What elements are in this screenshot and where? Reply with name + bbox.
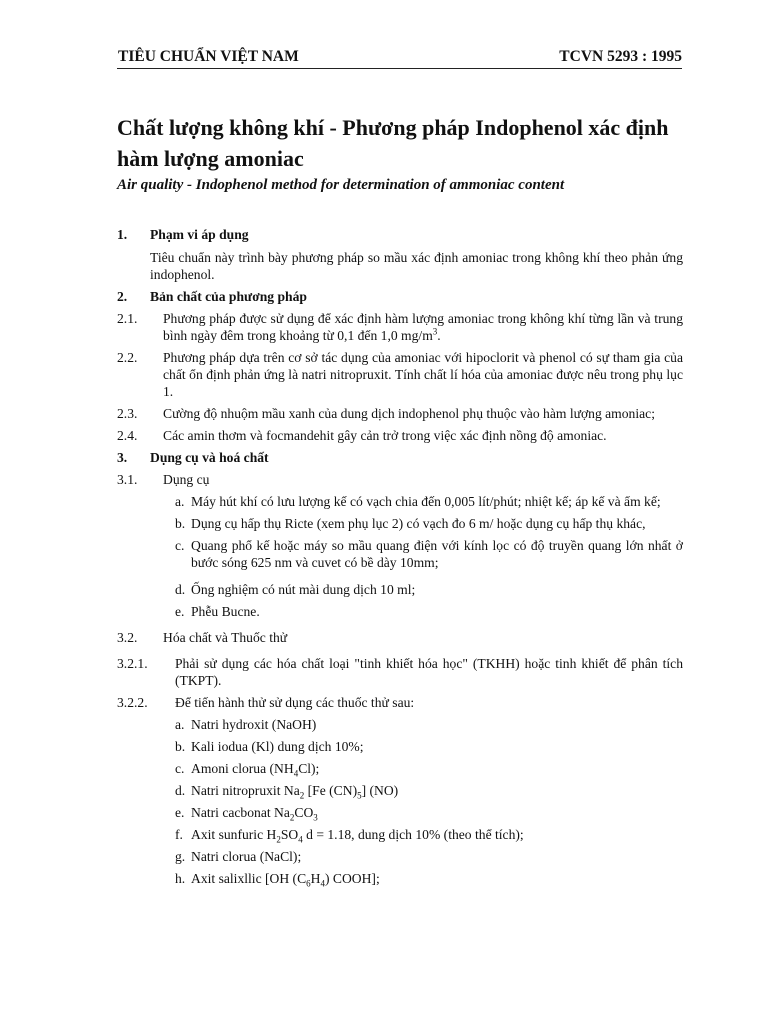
section-1-heading [117,226,683,243]
clause-number: 3.1. [117,472,138,487]
item-text [191,804,683,821]
clause-number: 2.3. [117,406,138,421]
item-text: Dụng cụ hấp thụ Ricte (xem phụ lục 2) có vạch đo 6 m/ hoặc dụng cụ hấp thụ khác, [191,516,646,531]
item-letter: b. [175,516,186,531]
list-item [117,848,683,865]
item-text: Ống nghiệm có nút mài dung dịch 10 ml; [191,582,416,597]
item-letter: a. [175,717,185,732]
formula-part: [Fe (CN) [304,783,358,798]
formula-subscript: 4 [293,768,299,779]
list-item [117,493,683,510]
section-3-heading [117,449,683,466]
formula-subscript: 4 [320,878,325,889]
clause-text-end: . [437,328,441,343]
section-1-text: Tiêu chuẩn này trình bày phương pháp so mầu xác định amoniac trong không khí theo phản ứng indophenol. [150,250,683,282]
item-letter: f. [175,827,183,842]
header-standard-code: TCVN 5293 : 1995 [559,48,682,65]
clause-text: Phương pháp dựa trên cơ sở tác dụng của amoniac với hipoclorit và phenol có sự tham gia của chất ổn định phản ứng là natri nitropruxit. Tính chất lí hóa của amoniac được nêu trong phụ lục 1. [163,350,683,399]
formula-part: Natri nitropruxit Na [191,783,300,798]
clause-text: Các amin thơm và focmandehit gây cản trở trong việc xác định nồng độ amoniac. [163,428,607,443]
header-divider [117,68,682,69]
formula-part: Axit salixllic [OH (C [191,871,307,886]
formula-subscript: 2 [299,790,305,801]
item-text [191,826,683,843]
item-text: Natri hydroxit (NaOH) [191,717,317,732]
section-number: 3. [117,450,128,465]
item-letter: a. [175,494,185,509]
formula-part: SO [280,827,299,842]
section-title: Phạm vi áp dụng [150,227,249,242]
item-letter: e. [175,805,185,820]
section-title: Bản chất của phương pháp [150,289,307,304]
item-letter: d. [175,582,186,597]
clause-2-4 [117,427,683,444]
clause-text: Phải sử dụng các hóa chất loại "tinh khiết hóa học" (TKHH) hoặc tinh khiết để phân tích (TKPT). [175,656,683,688]
formula-part: H [310,871,321,886]
clause-3-2-1 [117,655,683,689]
formula-part: Cl); [298,761,320,776]
formula-part: ) COOH]; [324,871,380,886]
document-title: Chất lượng không khí - Phương pháp Indophenol xác định hàm lượng amoniac [117,115,669,171]
item-letter: g. [175,849,186,864]
clause-text [163,310,683,344]
list-item [117,826,683,843]
section-2-heading [117,288,683,305]
clause-text: Để tiến hành thử sử dụng các thuốc thử sau: [175,695,415,710]
clause-title: Hóa chất và Thuốc thử [163,630,288,645]
unit-superscript: 3 [432,326,438,337]
formula-part: d = 1.18, dung dịch 10% (theo thể tích); [302,827,524,842]
clause-3-1 [117,471,683,488]
list-item [117,870,683,887]
item-letter: c. [175,761,185,776]
item-text [191,760,683,777]
list-item [117,537,683,571]
formula-part: ] (NO) [361,783,399,798]
document-header [118,40,682,66]
list-item [117,760,683,777]
clause-3-2-2 [117,694,683,711]
item-text: Kali iodua (Kl) dung dịch 10%; [191,739,364,754]
item-letter: e. [175,604,185,619]
formula-part: Natri cacbonat Na [191,805,290,820]
formula-subscript: 5 [357,790,362,801]
clause-2-1 [117,310,683,344]
formula-part: Axit sunfuric H [191,827,277,842]
item-text: Quang phổ kế hoặc máy so mầu quang điện với kính lọc có độ truyền quang lớn nhất ở bước sóng 625 nm và cuvet có bề dày 10mm; [191,538,683,570]
list-item [117,716,683,733]
item-text: Phễu Bucne. [191,604,260,619]
clause-number: 2.2. [117,350,138,365]
formula-subscript: 4 [298,834,303,845]
item-letter: d. [175,783,186,798]
list-item [117,804,683,821]
clause-number: 3.2. [117,630,138,645]
list-item [117,603,683,620]
formula-subscript: 2 [276,834,281,845]
item-letter: b. [175,739,186,754]
formula-subscript: 6 [306,878,311,889]
formula-subscript: 2 [289,812,295,823]
item-letter: c. [175,538,185,553]
header-standard-name: TIÊU CHUẨN VIỆT NAM [118,48,299,65]
section-title: Dụng cụ và hoá chất [150,450,269,465]
item-text [191,870,683,887]
clause-number: 2.1. [117,311,138,326]
list-item [117,515,683,532]
item-text: Natri clorua (NaCl); [191,849,302,864]
section-number: 1. [117,227,128,242]
clause-number: 2.4. [117,428,138,443]
formula-part: Amoni clorua (NH [191,761,294,776]
document-body [117,226,683,892]
list-item [117,581,683,598]
list-item [117,782,683,799]
document-subtitle: Air quality - Indophenol method for determination of ammoniac content [117,177,565,193]
formula-part: CO [294,805,314,820]
clause-3-2 [117,629,683,646]
clause-number: 3.2.2. [117,695,148,710]
clause-text-main: Phương pháp được sử dụng để xác định hàm lượng amoniac trong không khí từng lần và trung bình ngày đêm trong khoảng từ 0,1 đến 1,0 mg/m [163,311,683,343]
item-letter: h. [175,871,186,886]
clause-title: Dụng cụ [163,472,210,487]
clause-number: 3.2.1. [117,656,148,671]
clause-2-3 [117,405,683,422]
formula-subscript: 3 [313,812,318,823]
clause-2-2 [117,349,683,400]
clause-text: Cường độ nhuộm mầu xanh của dung dịch indophenol phụ thuộc vào hàm lượng amoniac; [163,406,655,421]
section-number: 2. [117,289,128,304]
list-item [117,738,683,755]
item-text [191,782,683,799]
item-text: Máy hút khí có lưu lượng kế có vạch chia đến 0,005 lít/phút; nhiệt kế; áp kế và ẩm kế; [191,494,661,509]
